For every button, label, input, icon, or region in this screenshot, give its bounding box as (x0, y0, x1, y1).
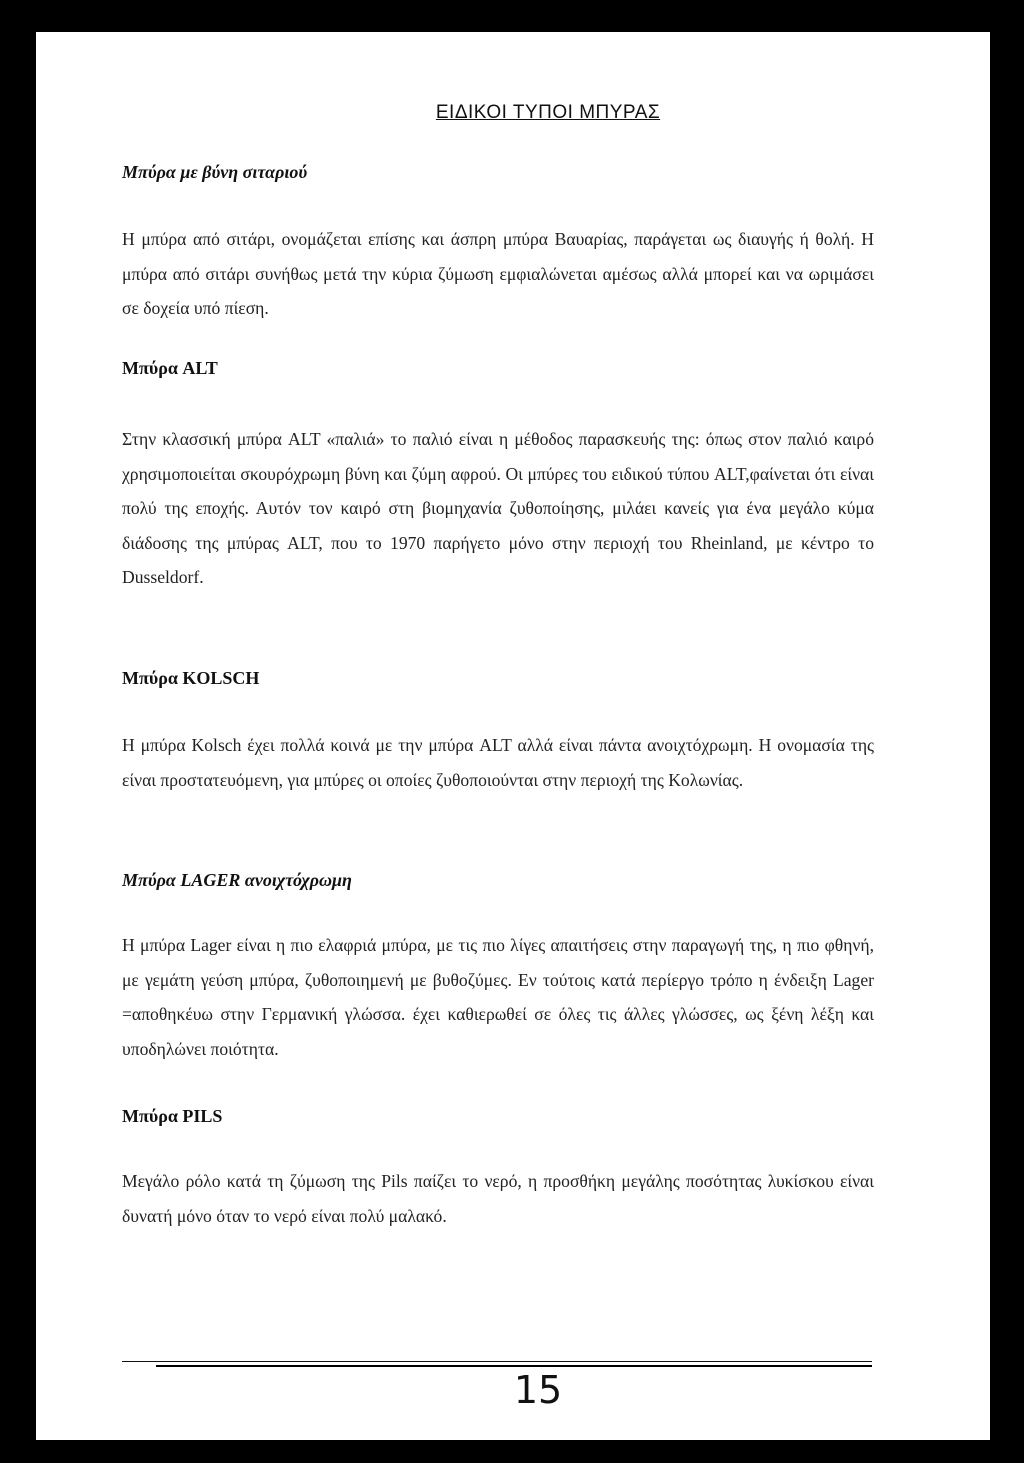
document-page (36, 32, 990, 1440)
section-paragraph-alt: Στην κλασσική μπύρα ALT «παλιά» το παλιό είναι η μέθοδος παρασκευής της: όπως στον παλιό καιρό χρησιμοποιείται σκουρόχρωμη βύνη και ζύμη αφρού. Οι μπύρες του ειδικού τύπου ALT,φαίνεται ότι είναι πολύ της εποχής. Αυτόν τον καιρό στη βιομηχανία ζυθοποίησης, μιλάει κανείς για ένα μεγάλο κύμα διάδοσης της μπύρας ALT, που το 1970 παρήγετο μόνο στην περιοχή του Rheinland, με κέντρο το Dusseldorf. (122, 429, 874, 587)
page-number: 15 (513, 1368, 563, 1412)
section-paragraph-pils: Μεγάλο ρόλο κατά τη ζύμωση της Pils παίζει το νερό, η προσθήκη μεγάλης ποσότητας λυκίσκου είναι δυνατή μόνο όταν το νερό είναι πολύ μαλακό. (122, 1171, 874, 1226)
footer-rule (122, 1361, 872, 1362)
section-heading-pils: Μπύρα PILS (122, 1106, 223, 1126)
page-title: ΕΙΔΙΚΟΙ ΤΥΠΟΙ ΜΠΥΡΑΣ (435, 102, 661, 123)
section-paragraph-lager: Η μπύρα Lager είναι η πιο ελαφριά μπύρα, με τις πιο λίγες απαιτήσεις στην παραγωγή της, η πιο φθηνή, με γεμάτη γεύση μπύρα, ζυθοποιημενή με βυθοζύμες. Εν τούτοις κατά περίεργο τρόπο η ένδειξη Lager =αποθηκέυω στην Γερμανική γλώσσα. έχει καθιερωθεί σε όλες τις άλλες γλώσσες, ως ξένη λέξη και υποδηλώνει ποιότητα. (122, 935, 874, 1059)
section-heading-alt: Μπύρα ALT (122, 358, 218, 378)
section-heading-wheat-beer: Μπύρα με βύνη σιταριού (122, 162, 308, 182)
section-paragraph-kolsch: Η μπύρα Kolsch έχει πολλά κοινά με την μπύρα ALT αλλά είναι πάντα ανοιχτόχρωμη. Η ονομασία της είναι προστατευόμενη, για μπύρες οι οποίες ζυθοποιούνται στην περιοχή της Κολωνίας. (122, 735, 874, 790)
section-paragraph-wheat-beer: Η μπύρα από σιτάρι, ονομάζεται επίσης και άσπρη μπύρα Βαυαρίας, παράγεται ως διαυγής ή θολή. Η μπύρα από σιτάρι συνήθως μετά την κύρια ζύμωση εμφιαλώνεται αμέσως αλλά μπορεί και να ωριμάσει σε δοχεία υπό πίεση. (122, 229, 874, 318)
footer-rule-thick (156, 1365, 872, 1367)
section-heading-lager: Μπύρα LAGER ανοιχτόχρωμη (122, 870, 352, 890)
section-heading-kolsch: Μπύρα KOLSCH (122, 668, 260, 688)
